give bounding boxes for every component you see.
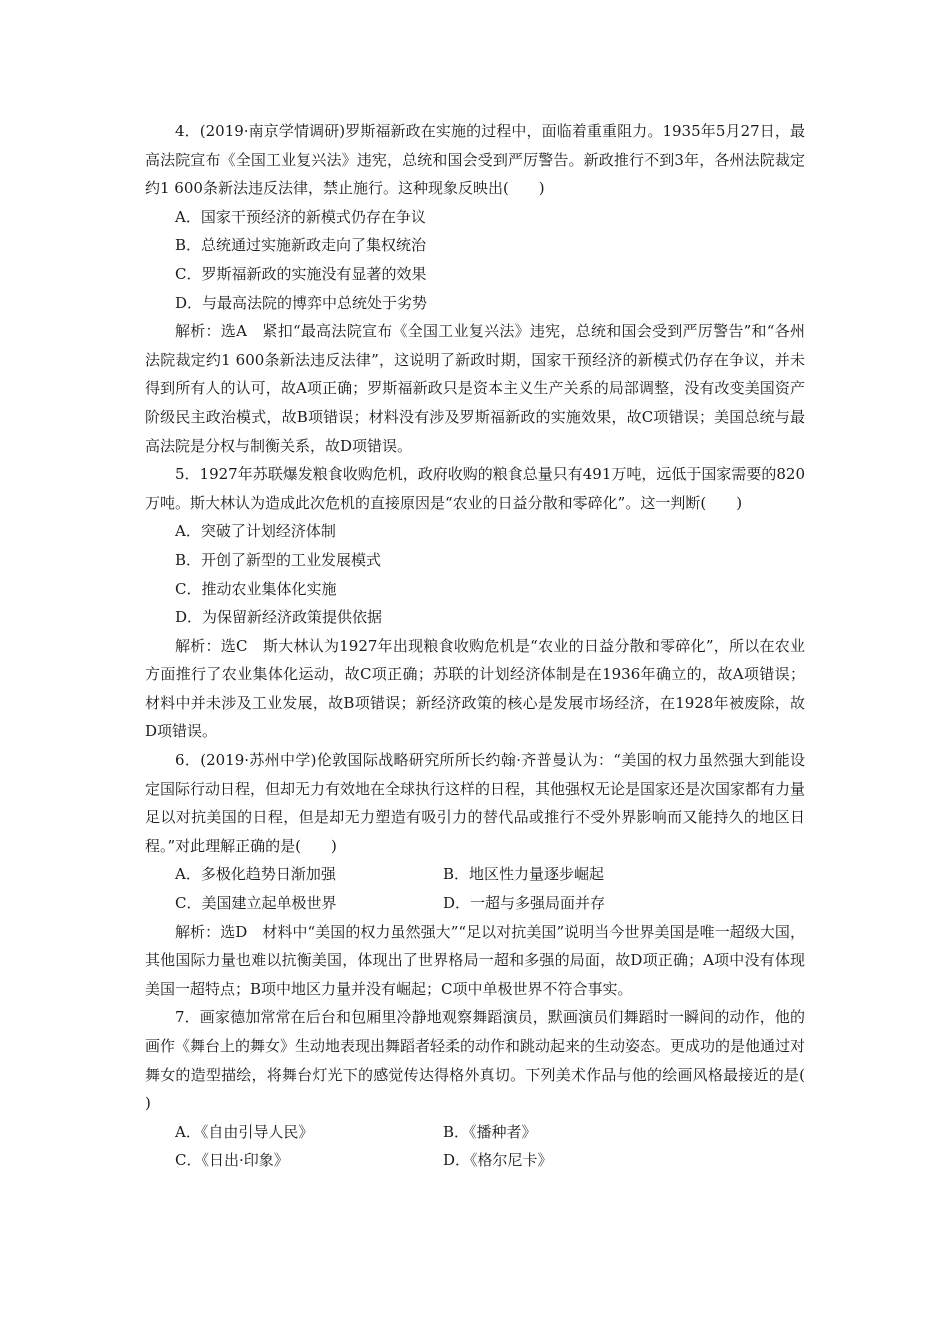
question-4-option-b: B．总统通过实施新政走向了集权统治 xyxy=(175,236,427,255)
question-5-option-b: B．开创了新型的工业发展模式 xyxy=(175,550,382,569)
question-6-options-row-1 xyxy=(145,860,805,889)
document-page xyxy=(145,117,836,1175)
question-5-stem: 5．1927年苏联爆发粮食收购危机，政府收购的粮食总量只有491万吨，远低于国家需要的820万吨。斯大林认为造成此次危机的直接原因是“农业的日益分散和零碎化”。这一判断( ) xyxy=(145,465,805,512)
question-7-option-d: D．《格尔尼卡》 xyxy=(443,1151,553,1170)
question-4-option-a: A．国家干预经济的新模式仍存在争议 xyxy=(175,207,426,226)
question-6-option-d: D．一超与多强局面并存 xyxy=(443,894,606,913)
question-4-stem: 4．(2019·南京学情调研)罗斯福新政在实施的过程中，面临着重重阻力。1935年5月27日，最高法院宣布《全国工业复兴法》违宪，总统和国会受到严厉警告。新政推行不到3年，各州法院裁定约1 600条新法违反法律，禁止施行。这种现象反映出( ) xyxy=(145,122,805,198)
question-4-option-c: C．罗斯福新政的实施没有显著的效果 xyxy=(175,264,427,283)
question-6-stem: 6．(2019·苏州中学)伦敦国际战略研究所所长约翰·齐普曼认为：“美国的权力虽然强大到能设定国际行动日程，但却无力有效地在全球执行这样的日程，其他强权无论是国家还是次国家都有力量足以对抗美国的日程，但是却无力塑造有吸引力的替代品或推行不受外界影响而又能持久的地区日程。”对此理解正确的是( ) xyxy=(145,751,806,855)
question-5-option-a: A．突破了计划经济体制 xyxy=(175,522,336,541)
question-5-analysis: 解析：选C 斯大林认为1927年出现粮食收购危机是“农业的日益分散和零碎化”，所以在农业方面推行了农业集体化运动，故C项正确；苏联的计划经济体制是在1936年确立的，故A项错误；材料中并未涉及工业发展，故B项错误；新经济政策的核心是发展市场经济，在1928年被废除，故D项错误。 xyxy=(145,636,805,741)
question-7-option-a: A．《自由引导人民》 xyxy=(175,1122,314,1141)
question-7-options-row-2 xyxy=(145,1146,805,1175)
question-7-stem: 7．画家德加常常在后台和包厢里冷静地观察舞蹈演员，默画演员们舞蹈时一瞬间的动作，他的画作《舞台上的舞女》生动地表现出舞蹈者轻柔的动作和跳动起来的生动姿态。更成功的是他通过对舞女的造型描绘，将舞台灯光下的感觉传达得格外真切。下列美术作品与他的绘画风格最接近的是( ) xyxy=(145,1008,836,1113)
question-4-analysis: 解析：选A 紧扣“最高法院宣布《全国工业复兴法》违宪，总统和国会受到严厉警告”和“各州法院裁定约1 600条新法违反法律”，这说明了新政时期，国家干预经济的新模式仍存在争议，并未得到所有人的认可，故A项正确；罗斯福新政只是资本主义生产关系的局部调整，没有改变美国资产阶级民主政治模式，故B项错误；材料没有涉及罗斯福新政的实施效果，故C项错误；美国总统与最高法院是分权与制衡关系，故D项错误。 xyxy=(145,322,805,455)
question-6-analysis: 解析：选D 材料中“美国的权力虽然强大”“足以对抗美国”说明当今世界美国是唯一超级大国，其他国际力量也难以抗衡美国，体现出了世界格局一超和多强的局面，故D项正确；A项中没有体现美国一超特点；B项中地区力量并没有崛起；C项中单极世界不符合事实。 xyxy=(145,922,805,998)
question-6-options-row-2 xyxy=(145,889,805,918)
question-5-option-d: D．为保留新经济政策提供依据 xyxy=(175,608,383,627)
question-5-option-c: C．推动农业集体化实施 xyxy=(175,579,337,598)
question-6-option-b: B．地区性力量逐步崛起 xyxy=(443,865,605,884)
question-6-option-c: C．美国建立起单极世界 xyxy=(175,894,337,913)
question-6-option-a: A．多极化趋势日渐加强 xyxy=(175,865,336,884)
question-7-option-b: B．《播种者》 xyxy=(443,1122,537,1141)
question-7-option-c: C．《日出·印象》 xyxy=(175,1151,289,1170)
question-7-options-row-1 xyxy=(145,1118,805,1147)
question-4-option-d: D．与最高法院的博弈中总统处于劣势 xyxy=(175,293,428,312)
